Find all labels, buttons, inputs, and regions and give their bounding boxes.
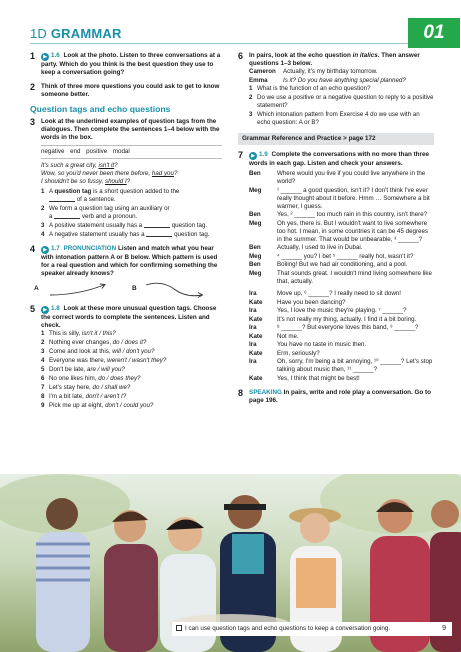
exercise-7: 7 ▶ 1.9 Complete the conversations with no more than three words in each gap. Listen and check your answers. Ben Where would you live if you could live anywhere in the world? Meg ¹ ______ a good question, isn't it? I don't think I've ever really thought about it before. Hmm … Somewhere a bit warmer, I guess. Ben Yes, ² ______ too much rain in this country, isn't there? Meg Oh yes, there is. But I wouldn't want to live somewhere too hot. I mean, in some countries it can be 45 degrees in the summer. That would be unbearable, ³ ______? Ben Actually, I used to live in Dubai. Meg ⁴ ______ you? I bet ⁵ ______ really hot, wasn't it? Ben Boiling! But we had air conditioning, and a pool. Meg That sounds great. I wouldn't mind living somewhere like that, actually. Ira Move up, ⁶ ______? I really need to sit down! Kate Have you been dancing? Ira Yes, I love the music they're playing. ⁷ ______? Kate It's not really my thing, actually. I find it a bit boring. Ira ⁸ ______? But everyone loves this band, ⁹ ______? Kate Not me. Ira You have no taste in music then. Kate Erm, seriously? Ira Oh, sorry, I'm being a bit annoying, ¹⁰ ______? Let's stop talking about music then, ¹¹ ______? Kate Yes, I think that might be best! — [238, 150, 433, 382]
speaker-name: Ira — [249, 341, 257, 348]
list-item[interactable]: 3 Come and look at this, will / don't you? — [41, 348, 155, 355]
dialogue-line — [249, 299, 434, 307]
list-item: 2 Do we use a positive or a negative question to reply to a positive statement? — [249, 94, 434, 109]
dialogue-line — [249, 253, 434, 261]
unit-number-tab: 01 — [408, 18, 460, 48]
conversation-2 — [249, 290, 434, 383]
intonation-patterns — [30, 281, 222, 299]
dialogue-text: Oh yes, there is. But I wouldn't want to live somewhere too hot. I mean, in some countries it can be 45 degrees in the summer. That would be unbearable, ³ ______? — [277, 219, 428, 243]
dialogue-line — [249, 316, 434, 324]
speaker-name: Ira — [249, 324, 257, 331]
example-line: I shouldn't be so fussy, should I? — [41, 178, 131, 185]
list-item[interactable]: 2 Nothing ever changes, do / does it? — [41, 339, 147, 346]
speaker-name: Kate — [249, 298, 263, 306]
example-line: It's such a great city, isn't it? — [41, 162, 118, 169]
gap-blank[interactable] — [49, 201, 75, 202]
gap-blank[interactable] — [144, 227, 170, 228]
speaker-name: Ira — [249, 307, 257, 314]
conversation-1 — [249, 170, 434, 286]
dialogue-line — [249, 375, 434, 383]
speaker-name: Ben — [249, 170, 261, 177]
exercise-2: 2 Think of three more questions you could ask to get to know someone better. — [30, 82, 220, 98]
speaker-name: Ben — [249, 211, 261, 218]
dialogue-line: Cameron Actually, it's my birthday tomorrow. — [249, 68, 378, 75]
list-item: 3 A positive statement usually has a question tag. — [41, 222, 208, 229]
dialogue-text: That sounds great. I wouldn't mind living somewhere like that, actually. — [277, 269, 432, 285]
speaker-name: Kate — [249, 374, 263, 382]
gap-blank[interactable] — [54, 218, 80, 219]
falling-arrow-icon — [144, 281, 206, 299]
speaker-name: Kate — [249, 315, 263, 323]
dialogue-text: Boiling! But we had air conditioning, and a pool. — [277, 261, 408, 268]
dialogue-text: ¹ ______ a good question, isn't it? I don't think I've ever really thought about it before. Hmm … Somewhere a bit warmer, I guess. — [277, 186, 430, 210]
pattern-a-label: A — [34, 285, 39, 292]
list-item[interactable]: 6 No one likes him, do / does they? — [41, 375, 141, 382]
list-item[interactable]: 8 I'm a bit late, don't / aren't I? — [41, 393, 127, 400]
exercise-1: 1 ▶ 1.6 Look at the photo. Listen to three conversations at a party. Which do you think is the best question they use to keep a conversation going? — [30, 51, 221, 76]
speaker-name: Ira — [249, 290, 257, 297]
dialogue-line — [249, 244, 434, 252]
list-item: 4 A negative statement usually has a question tag. — [41, 231, 210, 238]
exercise-8: 8 SPEAKING In pairs, write and role play a conversation. Go to page 196. — [238, 387, 431, 404]
dialogue-line — [249, 350, 434, 358]
list-item[interactable]: 9 Pick me up at eight, don't / could you? — [41, 402, 154, 409]
dialogue-line — [249, 307, 434, 315]
dialogue-text: Actually, I used to live in Dubai. — [277, 244, 363, 251]
dialogue-text: ⁸ ______? But everyone loves this band, ⁹ ______? — [277, 324, 419, 331]
dialogue-line — [249, 270, 434, 286]
audio-icon[interactable]: ▶ — [41, 306, 49, 314]
header-rule — [30, 43, 410, 44]
left-column — [30, 52, 222, 416]
dialogue-line — [249, 211, 434, 219]
checkbox[interactable] — [176, 625, 182, 631]
list-item: 3 Which intonation pattern from Exercise 4 do we use with an echo question: A or B? — [249, 111, 420, 126]
dialogue-line — [249, 358, 434, 374]
exercise-4: 4 ▶ 1.7 PRONUNCIATION Listen and match what you hear with intonation pattern A or B below. Which pattern is used for a real question and which for confirming something the speaker already knows? A B — [30, 245, 222, 299]
speaker-name: Kate — [249, 349, 263, 357]
gap-blank[interactable] — [146, 236, 172, 237]
grammar-reference-link[interactable]: Grammar Reference and Practice > page 172 — [238, 133, 434, 145]
dialogue-text: Yes, ² ______ too much rain in this country, isn't there? — [277, 211, 428, 218]
dialogue-text: Yes, I love the music they're playing. ⁷ ______? — [277, 307, 407, 314]
dialogue-text: Erm, seriously? — [277, 349, 320, 357]
speaker-name: Kate — [249, 332, 263, 340]
page-title: 1D GRAMMAR — [30, 26, 122, 41]
list-item[interactable]: 4 Everyone was there, weren't / wasn't they? — [41, 357, 167, 364]
speaker-name: Meg — [249, 186, 262, 194]
page-number: 9 — [442, 625, 446, 632]
pattern-b-label: B — [132, 285, 137, 292]
dialogue-line — [249, 290, 434, 298]
list-item[interactable]: 1 This is silly, isn't it / this? — [41, 330, 116, 337]
speaker-name: Meg — [249, 252, 262, 260]
speaker-name: Meg — [249, 219, 262, 227]
speaker-name: Meg — [249, 269, 262, 277]
dialogue-line: Emma Is it? Do you have anything special planned? — [249, 76, 406, 84]
audio-icon[interactable]: ▶ — [41, 246, 49, 254]
dialogue-line — [249, 341, 434, 349]
dialogue-text: Yes, I think that might be best! — [277, 374, 360, 382]
list-item[interactable]: 5 Don't be late, are / will you? — [41, 366, 125, 373]
example-line: Wow, so you'd never been there before, had you? — [41, 170, 178, 177]
dialogue-line — [249, 170, 434, 186]
dialogue-text: Have you been dancing? — [277, 298, 346, 306]
dialogue-text: Move up, ⁶ ______? I really need to sit down! — [277, 290, 401, 297]
dialogue-text: Where would you live if you could live anywhere in the world? — [277, 170, 426, 185]
rising-arrow-icon — [48, 281, 110, 299]
speaker-name: Ben — [249, 244, 261, 251]
list-item: 2 We form a question tag using an auxiliary or a verb and a pronoun. — [41, 205, 170, 220]
right-column — [238, 52, 434, 411]
exercise-3: 3 Look at the underlined examples of question tags from the dialogues. Then complete the sentences 1–4 below with the words in the box. negative end positive modal It's such a great city, isn't it? Wow, so you'd never been there before, had you? I shouldn't be so fussy, should I? 1 A question tag is a short question added to the of a sentence. 2 We form a question tag using an auxiliary or a verb and a pronoun. 3 A positive statement usually has a question tag. 4 A negative statement usually has a question tag. — [30, 118, 222, 239]
dialogue-text: Not me. — [277, 332, 299, 340]
list-item: 1 What is the function of an echo question? — [249, 85, 371, 92]
dialogue-text: ⁴ ______ you? I bet ⁵ ______ really hot, wasn't it? — [277, 252, 414, 260]
list-item[interactable]: 7 Let's stay here, do / shall we? — [41, 384, 131, 391]
can-do-statement: I can use question tags and echo questions to keep a conversation going. 9 — [172, 622, 452, 636]
audio-icon[interactable]: ▶ — [41, 53, 49, 61]
dialogue-text: It's not really my thing, actually. I find it a bit boring. — [277, 315, 417, 323]
speaker-name: Ira — [249, 358, 257, 365]
exercise-5: 5 ▶ 1.8 Look at these more unusual question tags. Choose the correct words to complete the sentences. Listen and check. 1 This is silly, isn't it / this? 2 Nothing ever changes, do / does it? 3 Come and look at this, will / don't you? 4 Everyone was there, weren't / wasn't they? 5 Don't be late, are / will you? 6 No one likes him, do / does they? 7 Let's stay here, do / shall we? 8 I'm a bit late, don't / aren't I? 9 Pick me up at eight, don't / could you? — [30, 305, 222, 410]
section-title: Question tags and echo questions — [30, 104, 171, 114]
dialogue-line — [249, 220, 434, 244]
exercise-6: 6 In pairs, look at the echo question in italics. Then answer questions 1–3 below. Cameron Actually, it's my birthday tomorrow. Emma Is it? Do you have anything special planned? 1 What is the function of an echo question? 2 Do we use a positive or a negative question to reply to a positive statement? 3 Which intonation pattern from Exercise 4 do we use with an echo question: A or B? — [238, 51, 434, 126]
word-box: negative end positive modal — [41, 145, 222, 159]
dialogue-text: Oh, sorry, I'm being a bit annoying, ¹⁰ ______? Let's stop talking about music then, ¹¹ ______? — [277, 358, 433, 373]
audio-icon[interactable]: ▶ — [249, 152, 257, 160]
dialogue-line — [249, 187, 434, 211]
page-header — [30, 22, 460, 46]
dialogue-line — [249, 333, 434, 341]
dialogue-line — [249, 324, 434, 332]
dialogue-text: You have no taste in music then. — [277, 341, 367, 348]
list-item: 1 A question tag is a short question added to the of a sentence. — [41, 188, 180, 203]
speaker-name: Ben — [249, 261, 261, 268]
dialogue-line — [249, 261, 434, 269]
